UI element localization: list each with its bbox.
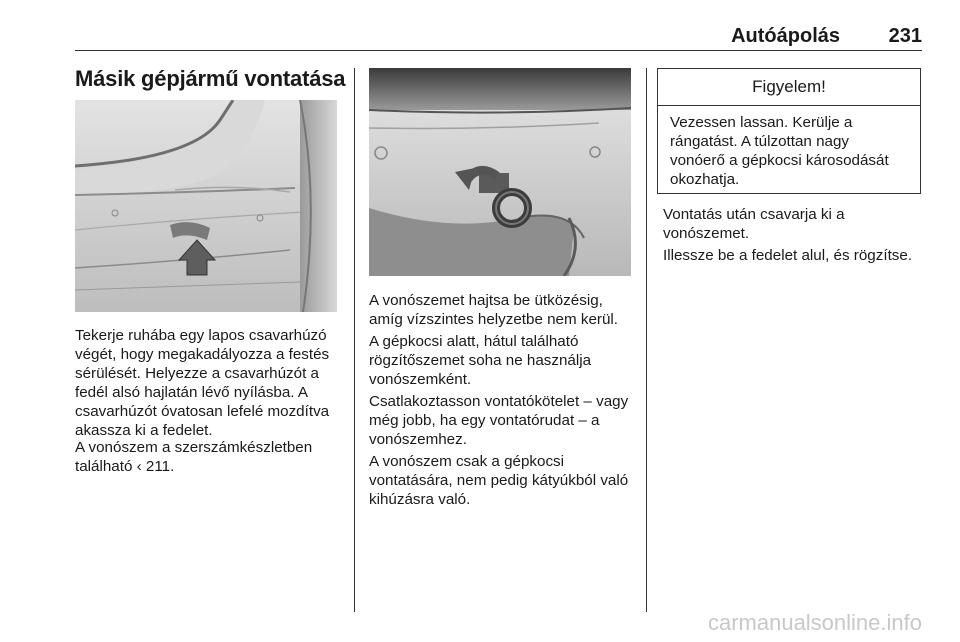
tow-eye-svg (369, 68, 631, 276)
watermark: carmanualsonline.info (707, 610, 922, 635)
column-divider-1 (354, 68, 355, 612)
cover-removal-illustration (75, 100, 337, 312)
warning-heading: Figyelem! (658, 69, 920, 106)
middle-paragraph-2: A gépkocsi alatt, hátul található rögzítőszemet soha ne használja vonószemként. (369, 333, 592, 388)
bumper-cover-svg (75, 100, 337, 312)
warning-box (657, 68, 921, 194)
tow-eye-illustration (369, 68, 631, 276)
left-paragraph-1: Tekerje ruhába egy lapos csavarhúzó végét, hogy megakadályozza a festés sérülését. Helyezze a csavarhúzót a fedél alsó hajlatán lévő nyílásba. A csavarhúzót óvatosan lefelé mozdítva akassza ki a fedelet. (75, 327, 330, 439)
column-divider-2 (646, 68, 647, 612)
middle-paragraph-4: A vonószem csak a gépkocsi vontatására, nem pedig kátyúkból való kihúzásra való. (369, 453, 629, 508)
left-paragraph-2: A vonószem a szerszámkészletben található ‹ 211. (75, 439, 313, 475)
middle-paragraph-1: A vonószemet hajtsa be ütközésig, amíg vízszintes helyzetbe nem kerül. (369, 292, 619, 328)
chapter-title: Autóápolás (731, 25, 840, 47)
page-number: 231 (888, 25, 922, 47)
warning-text: Vezessen lassan. Kerülje a rángatást. A túlzottan nagy vonóerő a gépkocsi károsodását okozhatja. (670, 114, 889, 188)
right-paragraph-2: Illessze be a fedelet alul, és rögzítse. (663, 247, 913, 264)
right-paragraph-1: Vontatás után csavarja ki a vonószemet. (663, 206, 845, 242)
page-header (75, 22, 922, 51)
middle-paragraph-3: Csatlakoztasson vontatókötelet – vagy még jobb, ha egy vontatórudat – a vonószemhez. (369, 393, 629, 448)
section-title: Másik gépjármű vontatása (75, 66, 346, 91)
